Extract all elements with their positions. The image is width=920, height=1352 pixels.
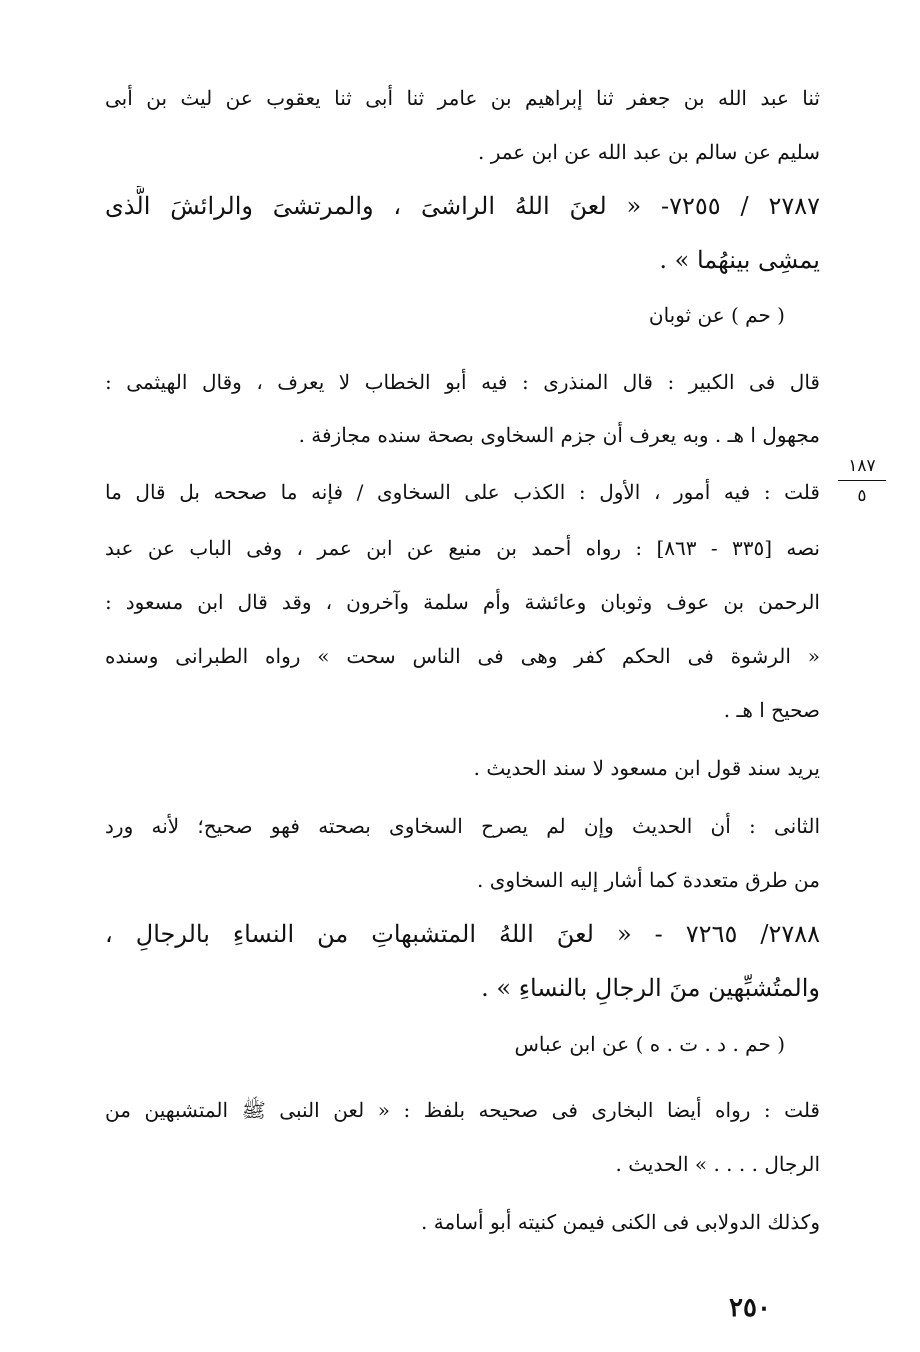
commentary-line-2: مجهول ا هـ . وبه يعرف أن جزم السخاوى بصحة سنده مجازفة .: [298, 423, 820, 447]
qultu-line-5: صحيح ا هـ .: [723, 698, 820, 722]
margin-reference-bottom: ٥: [857, 486, 867, 506]
final-line: وكذلك الدولابى فى الكنى فيمن كنيته أبو أسامة .: [421, 1210, 820, 1234]
hadith-2787-source: ( حم ) عن ثوبان: [648, 303, 785, 327]
hadith-2787-line-2: يمشِى بينهُما » .: [659, 246, 820, 274]
text-line-isnad-1: ثنا عبد الله بن جعفر ثنا إبراهيم بن عامر ثنا أبى ثنا يعقوب عن ليث بن أبى: [105, 86, 820, 110]
margin-reference-rule: [838, 480, 886, 481]
hadith-2788-line-1: ٢٧٨٨/ ٧٢٦٥ - « لعنَ اللهُ المتشبهاتِ من النساءِ بالرجالِ ،: [105, 920, 820, 948]
page-number: ٢٥٠: [729, 1293, 771, 1323]
qultu-line-2: نصه [٣٣٥ - ٨٦٣] : رواه أحمد بن منيع عن ابن عمر ، وفى الباب عن عبد: [105, 536, 820, 560]
hadith-2788-source: ( حم . د . ت . ه ) عن ابن عباس: [514, 1032, 785, 1056]
margin-reference-top: ١٨٧: [848, 456, 876, 476]
qultu2-line-1: قلت : رواه أيضا البخارى فى صحيحه بلفظ : « لعن النبى ﷺ المتشبهين من: [105, 1098, 820, 1122]
qultu-line-1: قلت : فيه أمور ، الأول : الكذب على السخاوى / فإنه ما صححه بل قال ما: [105, 480, 820, 504]
second-point-line-2: من طرق متعددة كما أشار إليه السخاوى .: [476, 868, 820, 892]
qultu-line-3: الرحمن بن عوف وثوبان وعائشة وأم سلمة وآخرون ، وقد قال ابن مسعود :: [105, 590, 820, 614]
qultu2-line-2: الرجال . . . . » الحديث .: [615, 1152, 820, 1176]
remark-line: يريد سند قول ابن مسعود لا سند الحديث .: [473, 756, 820, 780]
commentary-line-1: قال فى الكبير : قال المنذرى : فيه أبو الخطاب لا يعرف ، وقال الهيثمى :: [105, 370, 820, 394]
second-point-line-1: الثانى : أن الحديث وإن لم يصرح السخاوى بصحته فهو صحيح؛ لأنه ورد: [105, 814, 820, 838]
text-line-isnad-2: سليم عن سالم بن عبد الله عن ابن عمر .: [477, 140, 820, 164]
hadith-2787-line-1: ٢٧٨٧ / ٧٢٥٥- « لعنَ اللهُ الراشىَ ، والمرتشىَ والرائشَ الَّذى: [105, 192, 820, 220]
margin-reference: [838, 455, 886, 507]
qultu-line-4: « الرشوة فى الحكم كفر وهى فى الناس سحت » رواه الطبرانى وسنده: [105, 644, 820, 668]
hadith-2788-line-2: والمتُشبِّهين منَ الرجالِ بالنساءِ » .: [481, 974, 820, 1002]
